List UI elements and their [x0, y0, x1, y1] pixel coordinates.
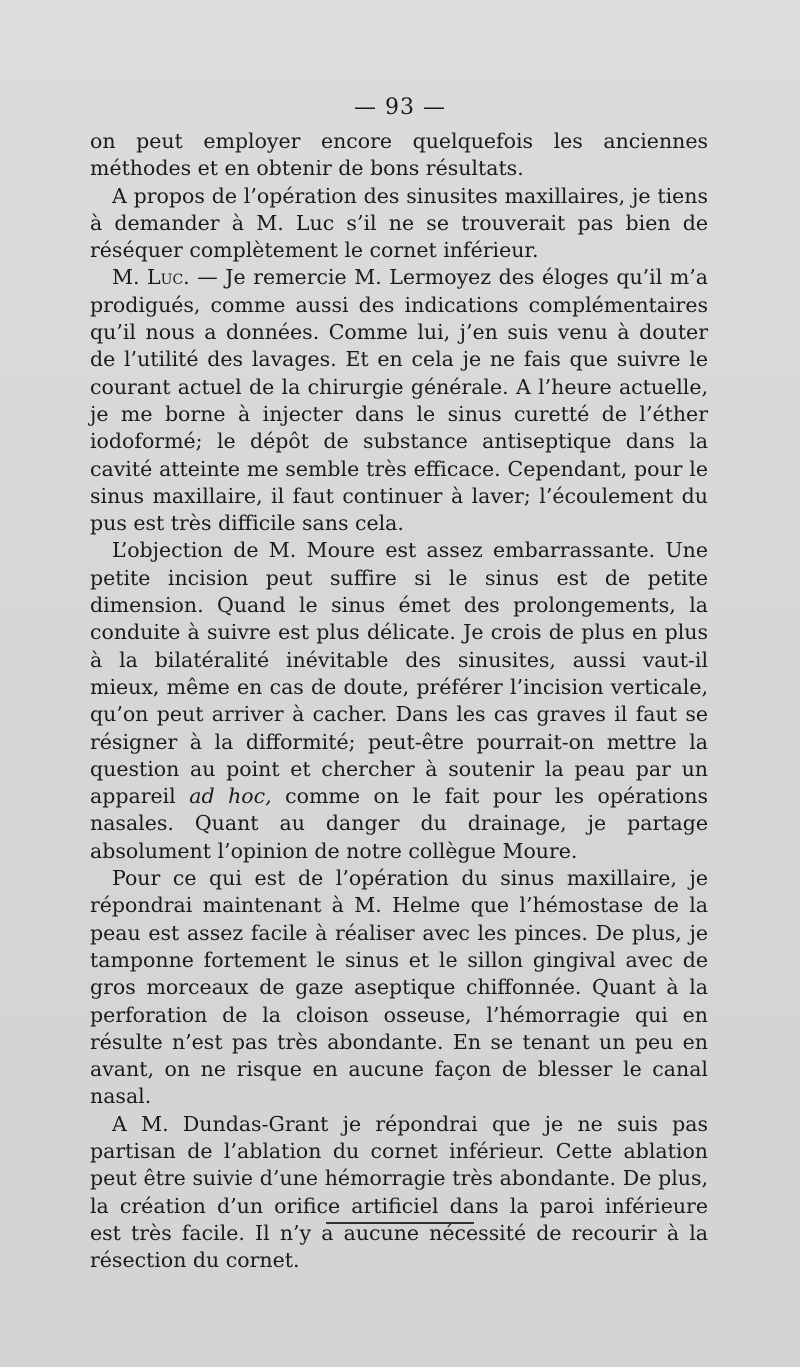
- paragraph-3: [90, 264, 708, 537]
- page-number: — 93 —: [354, 95, 446, 120]
- paragraph-1-text: on peut employer encore quelquefois les anciennes méthodes et en obtenir de bons résultats.: [90, 129, 708, 181]
- paragraph-2-text: A propos de l’opération des sinusites maxillaires, je tiens à demander à M. Luc s’il ne se trouverait pas bien de réséquer complètement le cornet inférieur.: [90, 183, 708, 263]
- paragraph-2: [90, 183, 708, 265]
- paragraph-4-text: L’objection de M. Moure est assez embarrassante. Une petite incision peut suffire si le sinus est de petite dimension. Quand le sinus émet des prolongements, la conduite à suivre est plus délicate. Je crois de plus en plus à la bilatéralité inévitable des sinusites, aussi vaut-il mieux, même en cas de doute, préférer l’incision verticale, qu’on peut arriver à cacher. Dans les cas graves il faut se résigner à la difformité; peut-être pourrait-on mettre la question au point et chercher à soutenir la peau par un appareil: [90, 538, 708, 809]
- paragraph-4-text-after: comme on le fait pour les opérations nasales. Quant au danger du drainage, je partage absolument l’opinion de notre collègue Moure.: [90, 784, 709, 863]
- paragraph-6-text: A M. Dundas-Grant je répondrai que je ne suis pas partisan de l’ablation du cornet inférieur. Cette ablation peut être suivie d’une hémorragie très abondante. De plus, la création d’un orifice artificiel dans la paroi inférieure est très facile. Il n’y a aucune nécessité de recourir à la résection du cornet.: [90, 1111, 708, 1273]
- paragraph-5: [90, 865, 708, 1111]
- paragraph-4: [90, 537, 708, 865]
- body-text: [90, 128, 708, 1274]
- paragraph-3-text: — Je remercie M. Lermoyez des éloges qu’il m’a prodigués, comme aussi des indications complémentaires qu’il nous a données. Comme lui, j’en suis venu à douter de l’utilité des lavages. Et en cela je ne fais que suivre le courant actuel de la chirurgie générale. A l’heure actuelle, je me borne à injecter dans le sinus curetté de l’éther iodoformé; le dépôt de substance antiseptique dans la cavité atteinte me semble très efficace. Cependant, pour le sinus maxillaire, il faut continuer à laver; l’écoulement du pus est très difficile sans cela.: [90, 265, 708, 536]
- paragraph-6: [90, 1111, 708, 1275]
- paragraph-5-text: Pour ce qui est de l’opération du sinus maxillaire, je répondrai maintenant à M. Helme que l’hémostase de la peau est assez facile à réaliser avec les pinces. De plus, je tamponne fortement le sinus et le sillon gingival avec de gros morceaux de gaze aseptique chiffonnée. Quant à la perforation de la cloison osseuse, l’hémorragie qui en résulte n’est pas très abondante. En se tenant un peu en avant, on ne risque en aucune façon de blesser le canal nasal.: [90, 866, 708, 1109]
- latin-phrase: ad hoc,: [189, 784, 272, 809]
- speaker-name: M. Luc.: [112, 265, 190, 290]
- section-divider: [326, 1222, 474, 1224]
- paragraph-1: [90, 128, 708, 183]
